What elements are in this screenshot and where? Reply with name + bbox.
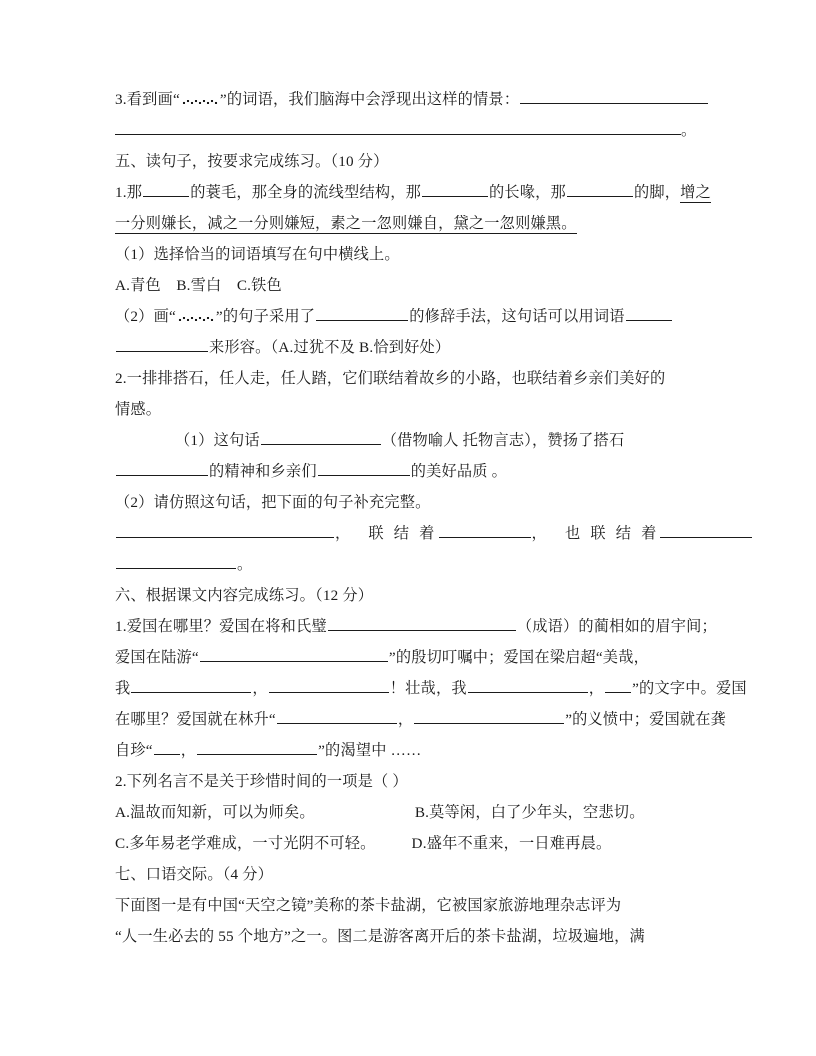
item-1-l4-c: ”的义愤中；爱国就在龚 [565,711,727,728]
item-1-l3-e: ”的文字中。爱国 [632,680,747,697]
answer-blank[interactable] [269,676,389,693]
answer-blank[interactable] [520,87,708,104]
section-7-heading: 七、口语交际。（4 分） [115,866,274,883]
section-5-item-2-sub-1-line-2 [115,456,701,487]
answer-blank[interactable] [200,645,388,662]
item-1-part-b: 的蓑毛，那全身的流线型结构，那 [190,184,421,201]
section-5-sub-2-line-2 [115,332,701,363]
sub-2-fill-b: 联 结 着 [368,525,438,542]
item-1-l4-a: 在哪里？爱国就在林升“ [115,711,276,728]
item-1-l1-b: （成语）的蔺相如的眉宇间； [516,618,717,635]
answer-blank[interactable] [626,304,672,321]
section-5-item-2-sub-2-fill-line-2 [115,549,701,580]
question-3-after-quote: ”的词语，我们脑海中会浮现出这样的情景： [219,91,520,108]
answer-blank[interactable] [131,676,251,693]
answer-blank[interactable] [605,676,631,693]
answer-blank[interactable] [439,521,531,538]
answer-blank[interactable] [660,521,752,538]
answer-blank[interactable] [116,335,208,352]
section-6-item-2-options-row-2 [115,828,701,859]
option-b[interactable]: B.莫等闲，白了少年头，空悲切。 [414,804,645,821]
sub-1-pre: （1）这句话 [175,432,260,449]
answer-blank[interactable] [328,614,516,631]
item-1-part-c: 的长喙，那 [489,184,566,201]
answer-blank[interactable] [414,707,564,724]
answer-blank[interactable] [316,304,408,321]
item-1-part-a: 1.那 [115,184,143,201]
item-1-l5-b: ， [180,742,197,759]
answer-blank[interactable] [116,552,236,569]
section-6-item-1-line-2 [115,642,701,673]
question-3-line-1 [115,84,701,115]
item-1-l5-c: ”的渴望中 …… [318,742,422,759]
answer-blank[interactable] [154,738,180,755]
sub-1-line2-b: 的美好品质 。 [410,463,508,480]
item-1-l5-a: 自珍“ [115,742,153,759]
sub-1-mid: （借物喻人 托物言志），赞扬了搭石 [381,432,625,449]
section-5-item-2-sub-2-label: （2）请仿照这句话，把下面的句子补充完整。 [115,494,431,511]
section-5-sub-1-label: （1）选择恰当的词语填写在句中横线上。 [115,246,400,263]
item-1-part-d: 的脚， [633,184,681,201]
item-1-l3-c: ！壮哉，我 [389,680,467,697]
item-1-l2-b: ”的殷切叮嘱中；爱国在梁启超“美哉， [388,649,649,666]
option-c[interactable]: C.多年易老学难成，一寸光阴不可轻。 [115,835,376,852]
item-1-l2-a: 爱国在陆游“ [115,649,199,666]
answer-blank[interactable] [115,118,681,135]
item-1-underlined-tail: 增之 [680,184,711,201]
answer-blank[interactable] [567,180,633,197]
section-5-item-2-sub-2-fill-line [115,518,701,549]
question-3-period: 。 [681,122,697,139]
section-5-heading: 五、读句子，按要求完成练习。（10 分） [115,153,389,170]
sub-2-end: 。 [237,556,253,573]
section-6-item-1-line-4 [115,704,727,735]
section-6-item-1-line-1 [115,611,717,642]
answer-blank[interactable] [143,180,189,197]
option-d[interactable]: D.盛年不重来，一日难再晨。 [411,835,612,852]
section-5-item-2-line-1: 2.一排排搭石，任人走，任人踏，它们联结着故乡的小路，也联结着乡亲们美好的 [115,370,666,387]
sub-2-fill-c: ， [531,525,547,542]
answer-blank[interactable] [197,738,317,755]
section-6-item-1-line-3 [115,673,747,704]
question-3-prefix: 3.看到画“ [115,91,180,108]
option-a[interactable]: A.温故而知新，可以为师矣。 [115,804,315,821]
answer-blank[interactable] [261,428,381,445]
section-6-item-2-stem: 2.下列名言不是关于珍惜时间的一项是（ ） [115,773,408,790]
section-5-sub-1-options[interactable]: A.青色 B.雪白 C.铁色 [115,277,282,294]
sub-2-mid: ”的句子采用了 [215,308,316,325]
answer-blank[interactable] [318,459,410,476]
section-5-sub-2-line-1 [115,301,701,332]
wavy-underline-mark [180,88,220,104]
item-1-l3-b: ， [252,680,268,697]
section-7-paragraph-line-1: 下面图一是有中国“天空之镜”美称的茶卡盐湖，它被国家旅游地理杂志评为 [115,897,622,914]
page-content [115,84,747,952]
item-1-underlined-sentence: 一分则嫌长，减之一分则嫌短，素之一忽则嫌自，黛之一忽则嫌黑。 [115,215,577,232]
answer-blank[interactable] [116,521,334,538]
item-1-l3-a: 我 [115,680,131,697]
section-6-heading: 六、根据课文内容完成练习。（12 分） [115,587,374,604]
section-5-item-1-line-2 [115,208,701,239]
sub-2-fill-a: ， [335,525,351,542]
sub-2-fill-d: 也 联 结 着 [564,525,660,542]
item-1-l1-a: 1.爱国在哪里？爱国在将和氏璧 [115,618,327,635]
section-7-paragraph-line-2: “人一生必去的 55 个地方”之一。图二是游客离开后的茶卡盐湖，垃圾遍地，满 [115,928,645,945]
answer-blank[interactable] [422,180,488,197]
sub-1-line2-a: 的精神和乡亲们 [209,463,317,480]
wavy-underline-mark [176,305,216,321]
section-5-item-2-line-2: 情感。 [115,401,162,418]
question-3-line-2 [115,115,701,146]
sub-2-line2-after: 来形容。（A.过犹不及 B.恰到好处） [209,339,451,356]
answer-blank[interactable] [468,676,588,693]
section-6-item-1-line-5 [115,735,701,766]
section-5-item-2-sub-1-line-1 [115,425,701,456]
answer-blank[interactable] [277,707,397,724]
section-5-item-1-line-1 [115,177,711,208]
sub-2-after: 的修辞手法，这句话可以用词语 [409,308,625,325]
answer-blank[interactable] [116,459,208,476]
section-6-item-2-options-row-1 [115,797,701,828]
sub-2-pre: （2）画“ [115,308,176,325]
item-1-l3-d: ， [588,680,605,697]
item-1-l4-b: ， [397,711,414,728]
